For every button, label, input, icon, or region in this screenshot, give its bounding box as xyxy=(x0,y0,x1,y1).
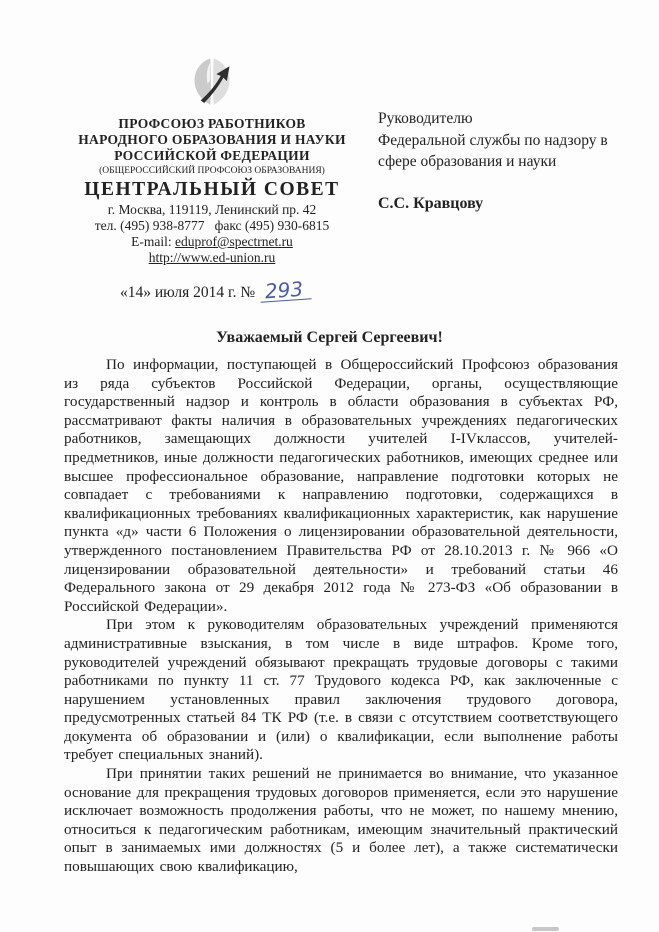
date-number-prefix: «14» июля 2014 г. № xyxy=(120,284,256,301)
org-title: ЦЕНТРАЛЬНЫЙ СОВЕТ xyxy=(84,179,340,200)
org-email-line xyxy=(46,234,378,250)
org-phones: тел. (495) 938-8777 факс (495) 930-6815 xyxy=(94,218,330,233)
addressee-block xyxy=(378,108,659,266)
org-name-line1: ПРОФСОЮЗ РАБОТНИКОВ xyxy=(118,116,306,131)
scan-artifact-mark xyxy=(532,927,559,931)
addressee-line1: Руководителю xyxy=(378,110,473,127)
body-paragraph-3: При принятии таких решений не принимается во внимание, что указанное основание для прекращения трудовых договоров применяется, если это нарушение исключает возможность продолжения работы, что не может, по нашему мнению, относиться к педагогическим работникам, имеющим значительный практический опыт в занимаемых ими должностях (5 и более лет), а также систематически повышающих свою квалификацию, xyxy=(64,765,618,876)
letterhead-org-block xyxy=(46,54,378,266)
addressee-name: С.С. Кравцову xyxy=(378,194,484,212)
org-subtitle: (ОБЩЕРОССИЙСКИЙ ПРОФСОЮЗ ОБРАЗОВАНИЯ) xyxy=(99,166,325,176)
addressee-line2: Федеральной службы по надзору в xyxy=(378,131,608,149)
org-name-line3: РОССИЙСКОЙ ФЕДЕРАЦИИ xyxy=(114,148,310,163)
salutation: Уважаемый Сергей Сергеевич! xyxy=(216,329,443,346)
email-address: eduprof@spectrnet.ru xyxy=(175,234,293,249)
body-paragraph-1: По информации, поступающей в Общероссийский Профсоюз образования из ряда субъектов Российской Федерации, органы, осуществляющие государственный надзор и контроль в области образования в субъектах РФ, рассматривают факты наличия в образовательных учреждениях педагогических работников, замещающих должности учителей I-IVклассов, учителей-предметников, иные должности педагогических работников, имеющих среднее или высшее профессиональное образование, направление подготовки которых не совпадает с требованиями к направлению подготовки, содержащихся в квалификационных требованиях квалификационных характеристик, как нарушение пункта «д» части 6 Положения о лицензировании образовательной деятельности, утвержденного постановлением Правительства РФ от 28.10.2013 г. № 966 «О лицензировании образовательной деятельности» и требований статьи 46 Федерального закона от 29 декабря 2012 года № 273-ФЗ «Об образовании в Российской Федерации». xyxy=(64,356,618,615)
email-label: E-mail: xyxy=(131,234,176,249)
org-name-line2: НАРОДНОГО ОБРАЗОВАНИЯ И НАУКИ xyxy=(78,132,346,147)
union-emblem-icon xyxy=(46,54,378,112)
dateline xyxy=(120,276,659,304)
addressee-line3: сфере образования и науки xyxy=(378,153,557,170)
website-url: http://www.ed-union.ru xyxy=(148,250,276,265)
org-website xyxy=(46,250,378,266)
letter-body xyxy=(0,356,659,877)
org-address: г. Москва, 119119, Ленинский пр. 42 xyxy=(107,202,317,217)
letterhead xyxy=(0,0,659,266)
body-paragraph-2: При этом к руководителям образовательных учреждений применяются административные взыскания, в том числе в виде штрафов. Кроме того, руководителей учреждений обязывают прекращать трудовые договоры с такими работниками по пункту 11 ст. 77 Трудового кодекса РФ, как заключенные с нарушением установленных правил заключения трудового договора, предусмотренных статьей 84 ТК РФ (т.е. в связи с отсутствием соответствующего документа об образовании и (или) о квалификации, если выполнение работы требует специальных знаний). xyxy=(64,616,618,764)
handwritten-outgoing-number: 293 xyxy=(260,280,312,303)
